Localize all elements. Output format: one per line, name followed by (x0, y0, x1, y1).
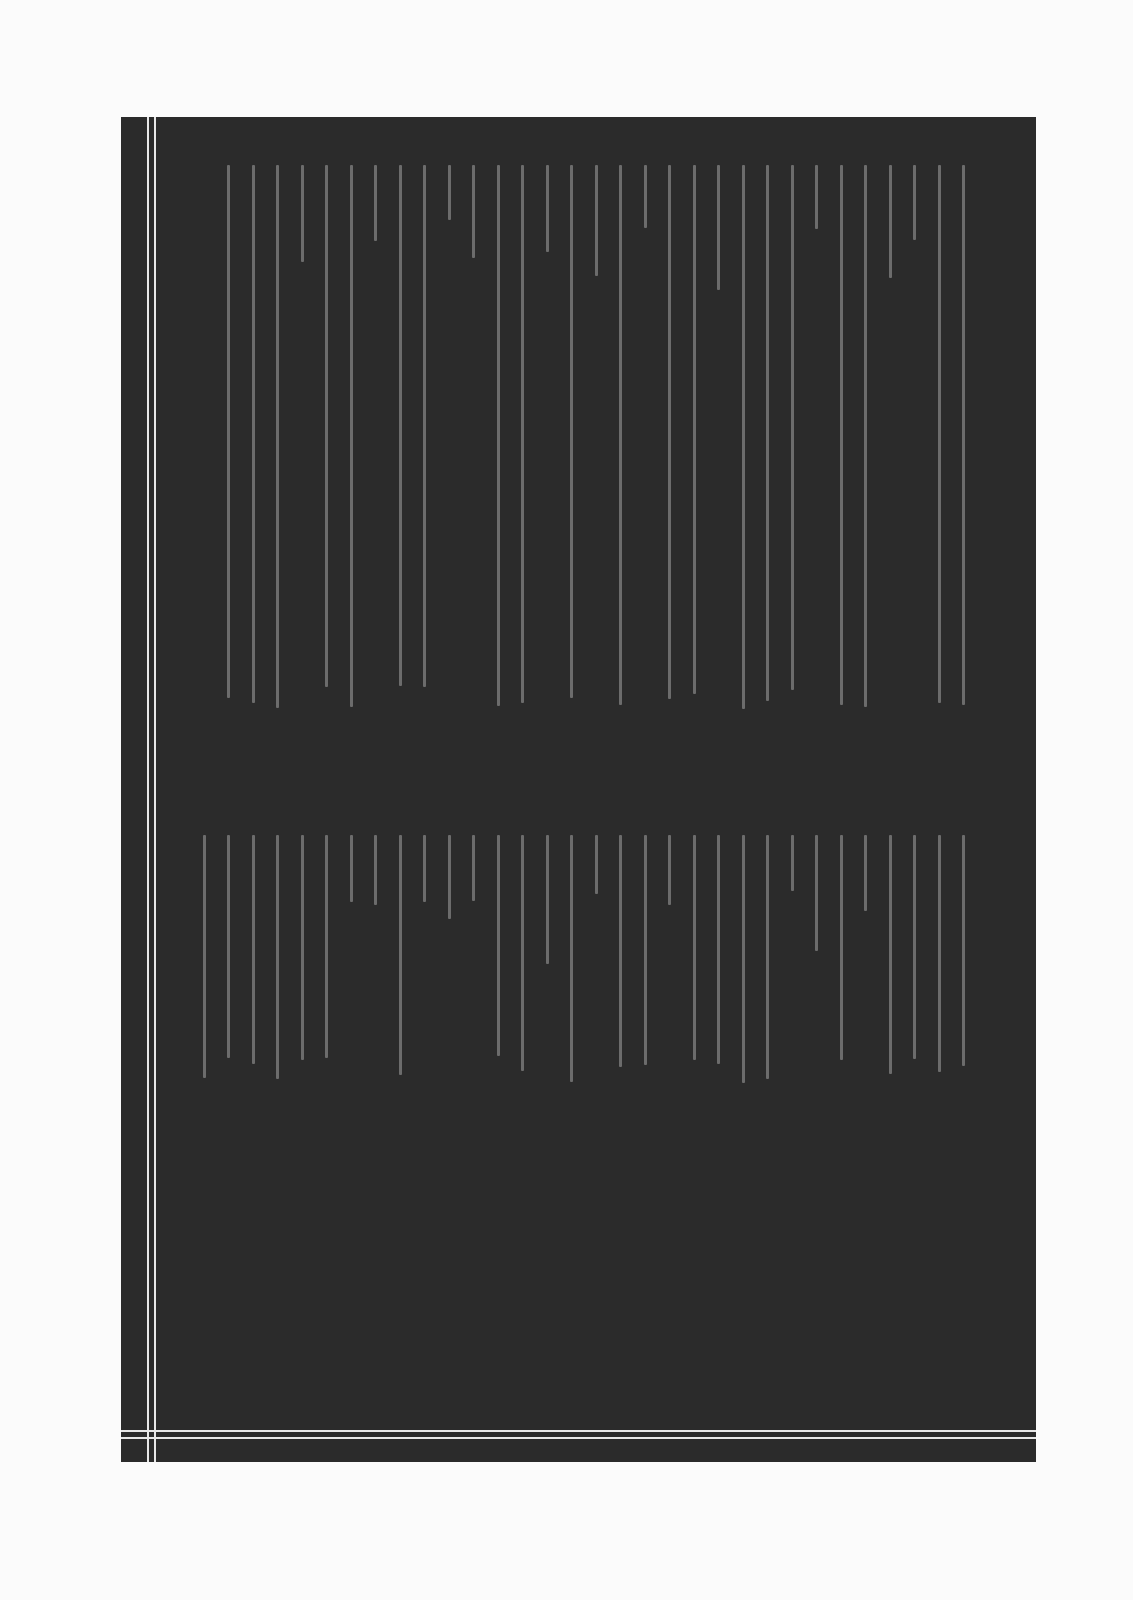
text-column (399, 165, 402, 686)
text-column (472, 835, 475, 901)
text-column (766, 165, 769, 701)
text-column (227, 835, 230, 1058)
text-column (644, 165, 647, 228)
text-column (252, 835, 255, 1064)
text-column (423, 165, 426, 687)
text-column (227, 165, 230, 698)
text-column (203, 835, 206, 1078)
text-column (546, 835, 549, 964)
text-column (423, 835, 426, 902)
text-column (766, 835, 769, 1079)
text-column (472, 165, 475, 258)
text-column (815, 835, 818, 951)
text-column (252, 165, 255, 703)
frame-vertical-line (154, 117, 156, 1462)
text-column (301, 165, 304, 262)
text-column (374, 835, 377, 905)
text-column (791, 835, 794, 891)
text-column (619, 165, 622, 705)
text-column (889, 835, 892, 1074)
text-column (791, 165, 794, 690)
text-column (717, 835, 720, 1064)
text-column (276, 835, 279, 1079)
text-column (448, 835, 451, 919)
text-column (570, 835, 573, 1082)
text-column (864, 165, 867, 707)
text-column (840, 835, 843, 1060)
text-column (595, 835, 598, 894)
dark-text-panel (121, 117, 1036, 1462)
frame-horizontal-line (121, 1437, 1036, 1439)
text-column (840, 165, 843, 705)
text-column (889, 165, 892, 278)
text-column (693, 165, 696, 694)
text-column (350, 165, 353, 707)
text-column (644, 835, 647, 1065)
text-column (325, 835, 328, 1058)
text-column (350, 835, 353, 902)
text-column (742, 835, 745, 1083)
text-column (717, 165, 720, 290)
text-column (497, 835, 500, 1056)
text-column (399, 835, 402, 1075)
text-column (595, 165, 598, 276)
text-column (913, 835, 916, 1059)
text-column (938, 165, 941, 703)
text-column (668, 835, 671, 905)
text-column (742, 165, 745, 709)
text-column (546, 165, 549, 252)
text-column (521, 835, 524, 1071)
text-column (962, 165, 965, 705)
text-column (521, 165, 524, 703)
text-column (815, 165, 818, 229)
frame-vertical-line (147, 117, 149, 1462)
text-column (864, 835, 867, 911)
text-column (668, 165, 671, 699)
text-column (619, 835, 622, 1067)
text-column (938, 835, 941, 1072)
text-column (325, 165, 328, 687)
text-column (497, 165, 500, 706)
text-column (570, 165, 573, 698)
text-column (276, 165, 279, 708)
frame-horizontal-line (121, 1430, 1036, 1432)
text-column (374, 165, 377, 241)
text-column (913, 165, 916, 240)
text-column (301, 835, 304, 1060)
text-column (448, 165, 451, 220)
text-column (962, 835, 965, 1066)
text-column (693, 835, 696, 1060)
